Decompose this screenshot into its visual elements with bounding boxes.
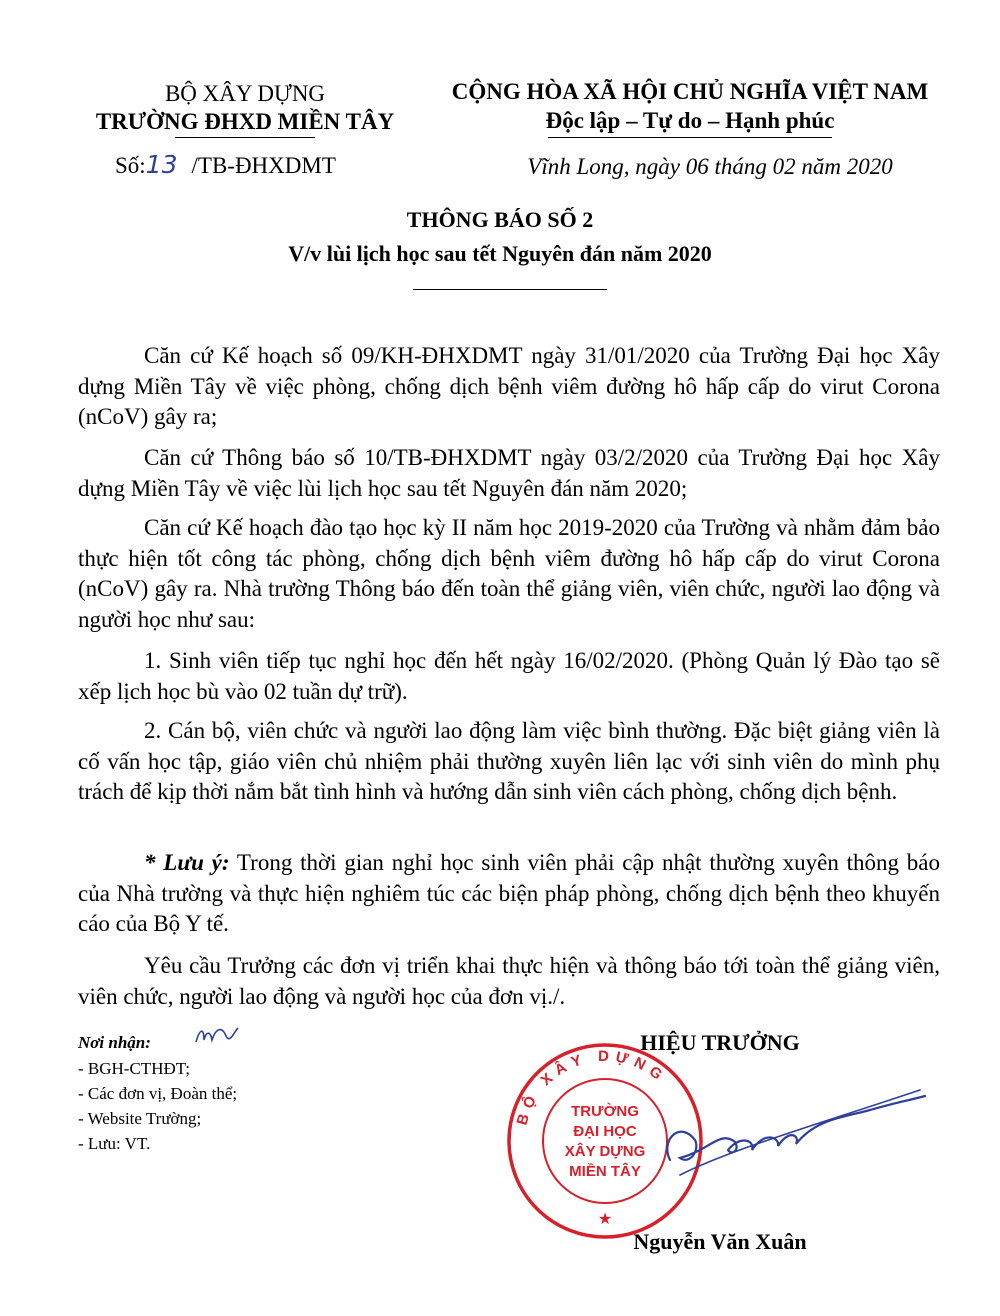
recipient-item: - BGH-CTHĐT;: [78, 1059, 190, 1078]
paragraph-basis-1: Căn cứ Kế hoạch số 09/KH-ĐHXDMT ngày 31/01/2020 của Trường Đại học Xây dựng Miền Tây về việc phòng, chống dịch bệnh viêm đường hô hấp cấp do virut Corona (nCoV) gây ra;: [78, 343, 940, 429]
signature-scribble: [640, 1080, 930, 1190]
motto: Độc lập – Tự do – Hạnh phúc: [545, 108, 835, 133]
recipient-item: - Lưu: VT.: [78, 1134, 151, 1153]
school-underline: [175, 137, 315, 138]
note-text: Trong thời gian nghỉ học sinh viên phải cập nhật thường xuyên thông báo của Nhà trường và thực hiện nghiêm túc các biện pháp phòng, chống dịch bệnh theo khuyến cáo của Bộ Y tế.: [78, 850, 940, 936]
country-name: CỘNG HÒA XÃ HỘI CHỦ NGHĨA VIỆT NAM: [451, 79, 929, 104]
recipient-item: - Website Trường;: [78, 1109, 202, 1128]
paragraph-request: Yêu cầu Trưởng các đơn vị triển khai thực hiện và thông báo tới toàn thể giảng viên, viên chức, người lao động và người học của đơn vị./.: [78, 953, 940, 1009]
number-suffix: /TB-ĐHXDMT: [191, 153, 336, 178]
number-value: 13: [145, 150, 178, 179]
paragraph-basis-3: Căn cứ Kế hoạch đào tạo học kỳ II năm học 2019-2020 của Trường và nhằm đảm bảo thực hiện tốt công tác phòng, chống dịch bệnh viêm đường hô hấp cấp do virut Corona (nCoV) gây ra. Nhà trường Thông báo đến toàn thể giảng viên, viên chức, người lao động và người học như sau:: [78, 515, 940, 632]
document-number: [115, 150, 336, 181]
signer-name: Nguyễn Văn Xuân: [633, 1229, 807, 1254]
place-date: Vĩnh Long, ngày 06 tháng 02 năm 2020: [527, 154, 893, 179]
notice-title: THÔNG BÁO SỐ 2: [406, 207, 594, 232]
stamp-ring-text: BỘ XÂY DỰNG: [513, 1047, 671, 1128]
paragraph-item-2: 2. Cán bộ, viên chức và người lao động làm việc bình thường. Đặc biệt giảng viên là cố vấn học tập, giáo viên chủ nhiệm phải thường xuyên liên lạc với sinh viên do mình phụ trách để kịp thời nắm bắt tình hình và hướng dẫn sinh viên cách phòng, chống dịch bệnh.: [78, 718, 940, 804]
recipient-item: - Các đơn vị, Đoàn thể;: [78, 1084, 238, 1103]
paragraph-item-1: 1. Sinh viên tiếp tục nghỉ học đến hết ngày 16/02/2020. (Phòng Quản lý Đào tạo sẽ xếp lịch học bù vào 02 tuần dự trữ).: [78, 648, 940, 704]
paragraph-basis-2: Căn cứ Thông báo số 10/TB-ĐHXDMT ngày 03/2/2020 của Trường Đại học Xây dựng Miền Tây về việc lùi lịch học sau tết Nguyên đán năm 2020;: [78, 445, 940, 501]
notice-subject: V/v lùi lịch học sau tết Nguyên đán năm 2020: [288, 241, 712, 266]
recipients-label: Nơi nhận:: [78, 1033, 151, 1052]
ministry-name: BỘ XÂY DỰNG: [164, 81, 326, 106]
paragraph-note: [78, 848, 940, 940]
stamp-line: TRƯỜNG: [571, 1103, 639, 1120]
stamp-star-icon: ★: [597, 1209, 613, 1228]
stamp-line: XÂY DỰNG: [564, 1143, 646, 1160]
note-label: * Lưu ý:: [144, 850, 230, 875]
initials-scribble: [192, 1022, 242, 1052]
signer-position: HIỆU TRƯỞNG: [640, 1030, 800, 1055]
title-underline: [413, 289, 607, 290]
stamp-line: ĐẠI HỌC: [573, 1123, 637, 1140]
stamp-line: MIỀN TÂY: [569, 1163, 641, 1180]
school-name: TRƯỜNG ĐHXD MIỀN TÂY: [95, 109, 395, 134]
number-label: Số:: [115, 153, 146, 178]
motto-underline: [548, 137, 832, 138]
